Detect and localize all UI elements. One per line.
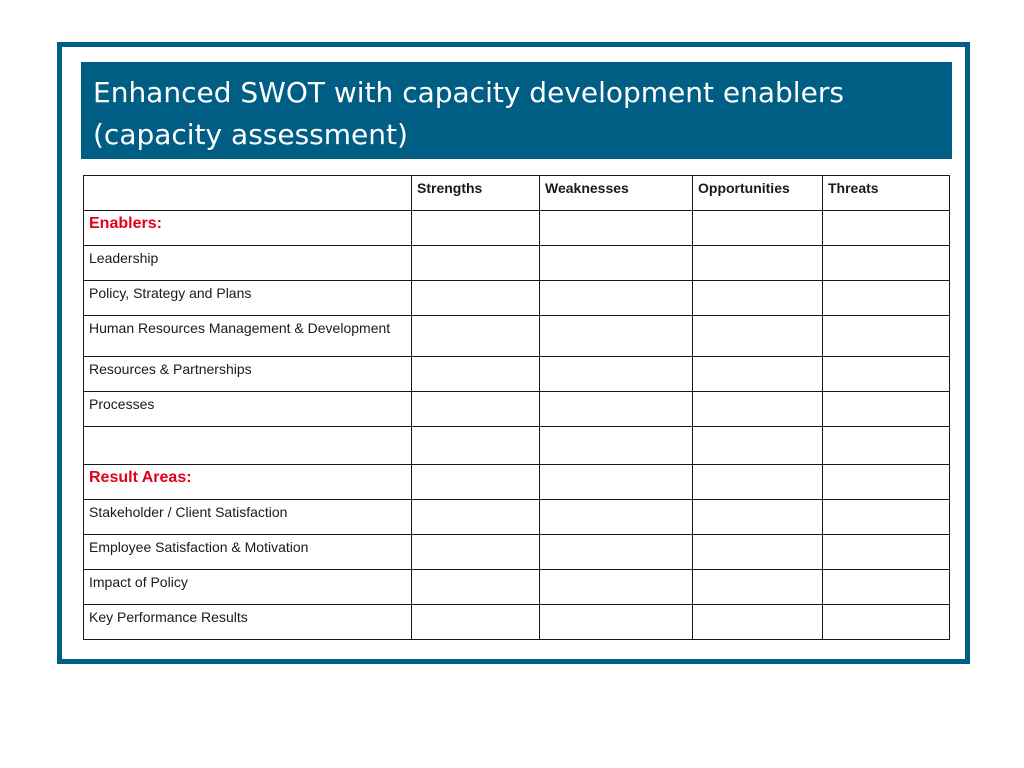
- table-cell: [823, 316, 950, 357]
- slide-title: Enhanced SWOT with capacity development enablers (capacity assessment): [93, 76, 844, 151]
- table-cell: [540, 357, 693, 392]
- table-cell: [693, 605, 823, 640]
- table-cell: [823, 211, 950, 246]
- table-row: [84, 246, 950, 281]
- table-cell: [540, 316, 693, 357]
- row-label: Resources & Partnerships: [84, 357, 412, 392]
- table-row: [84, 281, 950, 316]
- row-label: Impact of Policy: [84, 570, 412, 605]
- table-cell: [540, 211, 693, 246]
- table-cell: [823, 465, 950, 500]
- table-cell: [693, 211, 823, 246]
- corner-header: [84, 176, 412, 211]
- table-row: [84, 570, 950, 605]
- table-cell: [412, 427, 540, 465]
- table-row: [84, 392, 950, 427]
- table-cell: [540, 427, 693, 465]
- section-row-enablers: [84, 211, 950, 246]
- header-weaknesses: Weaknesses: [540, 176, 693, 211]
- table-cell: [412, 316, 540, 357]
- row-label: Key Performance Results: [84, 605, 412, 640]
- table-cell: [540, 535, 693, 570]
- table-cell: [693, 427, 823, 465]
- swot-table: [83, 175, 950, 640]
- row-label: Employee Satisfaction & Motivation: [84, 535, 412, 570]
- table-cell: [412, 465, 540, 500]
- table-cell: [823, 357, 950, 392]
- table-row: [84, 500, 950, 535]
- table-cell: [823, 246, 950, 281]
- row-label: Processes: [84, 392, 412, 427]
- table-cell: [540, 500, 693, 535]
- table-cell: [693, 465, 823, 500]
- table-cell: [412, 392, 540, 427]
- table-cell: [412, 535, 540, 570]
- header-threats: Threats: [823, 176, 950, 211]
- table-cell: [693, 535, 823, 570]
- table-cell: [823, 535, 950, 570]
- table-row: [84, 535, 950, 570]
- blank-row: [84, 427, 950, 465]
- table-cell: [823, 570, 950, 605]
- header-opportunities: Opportunities: [693, 176, 823, 211]
- section-label-enablers: Enablers:: [84, 211, 412, 246]
- table-cell: [540, 281, 693, 316]
- table-cell: [540, 465, 693, 500]
- table-cell: [693, 570, 823, 605]
- table-cell: [693, 246, 823, 281]
- header-strengths: Strengths: [412, 176, 540, 211]
- table-cell: [540, 392, 693, 427]
- table-cell: [823, 281, 950, 316]
- table-cell: [693, 357, 823, 392]
- table-cell: [412, 211, 540, 246]
- table-cell: [823, 392, 950, 427]
- row-label: Leadership: [84, 246, 412, 281]
- section-label-result-areas: Result Areas:: [84, 465, 412, 500]
- table-cell: [540, 246, 693, 281]
- table-cell: [412, 605, 540, 640]
- table-cell: [693, 392, 823, 427]
- table-cell: [693, 500, 823, 535]
- table-cell: [823, 427, 950, 465]
- table-cell: [412, 570, 540, 605]
- slide-frame: [57, 42, 970, 664]
- row-label: [84, 427, 412, 465]
- table-row: [84, 605, 950, 640]
- table-cell: [412, 357, 540, 392]
- table-cell: [412, 281, 540, 316]
- table-cell: [540, 605, 693, 640]
- table-cell: [823, 500, 950, 535]
- row-label: Stakeholder / Client Satisfaction: [84, 500, 412, 535]
- table-cell: [693, 316, 823, 357]
- section-row-result-areas: [84, 465, 950, 500]
- header-row: [84, 176, 950, 211]
- title-bar: [81, 62, 952, 159]
- row-label: Human Resources Management & Development: [84, 316, 412, 357]
- table-cell: [693, 281, 823, 316]
- table-row: [84, 316, 950, 357]
- table-cell: [823, 605, 950, 640]
- table-cell: [412, 500, 540, 535]
- table-cell: [540, 570, 693, 605]
- row-label: Policy, Strategy and Plans: [84, 281, 412, 316]
- table-cell: [412, 246, 540, 281]
- table-row: [84, 357, 950, 392]
